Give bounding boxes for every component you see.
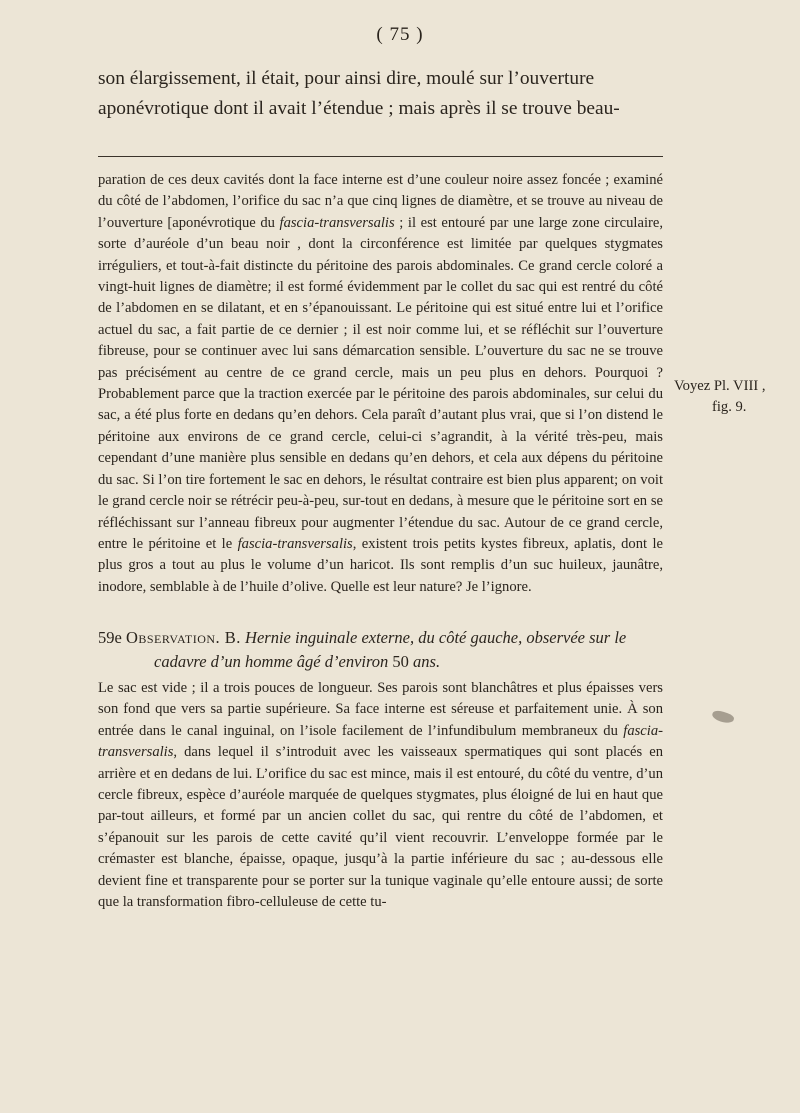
italic-term: fascia-transversalis <box>237 535 353 552</box>
observation-title-continued <box>98 650 668 674</box>
text-run: paration de ces deux cavités dont la face interne est d’une couleur noire assez foncée ; examiné du côté de l’abdomen, l’orifice du sac n’a que cinq lignes de diamètre, et se trouve au niveau de l’ouverture [aponévrotique du <box>98 172 663 231</box>
text-run: , existent trois petits kystes fibreux, aplatis, dont le plus gros a tout au plus le volume d’un haricot. Ils sont remplis d’un suc huileux, jaunâtre, inodore, semblable à de l’huile d’olive. Quelle est leur nature? Je l’ignore. <box>98 535 663 595</box>
plate-reference: Voyez Pl. VIII , <box>674 378 766 394</box>
footnote-block <box>98 170 663 598</box>
page-number: ( 75 ) <box>376 24 424 45</box>
text-run: ans. <box>413 652 441 671</box>
figure-reference: fig. 9. <box>712 399 747 416</box>
text-line: son élargissement, il était, pour ainsi dire, moulé sur l’ouverture <box>98 68 595 89</box>
observation-title: Hernie inguinale externe, du côté gauche, observée sur le <box>245 628 627 647</box>
text-run: Le sac est vide ; il a trois pouces de longueur. Ses parois sont blanchâtres et plus épaisses vers son fond que vers sa partie supérieure. Sa face interne est séreuse et parfaitement unie. À son entrée dans le canal inguinal, on l’isole facilement de l’infundibulum membraneux du <box>98 680 663 739</box>
body-paragraph <box>98 678 663 913</box>
text-line: aponévrotique dont il avait l’étendue ; mais après il se trouve beau- <box>98 98 620 119</box>
section-divider <box>98 156 663 157</box>
footnote-paragraph <box>98 170 663 598</box>
observation-body <box>98 678 663 913</box>
text-run: , dans lequel il s’introduit avec les vaisseaux spermatiques qui sont placés en arrière et en dedans de lui. L’orifice du sac est mince, mais il est entouré, du côté du ventre, d’un cercle fibreux, espèce d’auréole marquée de quelques stygmates, plus éloigné de lui en haut que par-tout ailleurs, et formé par un ancien collet du sac, qui rentre du côté de l’abdomen, et s’épanouit sur les parois de cette cavité qu’il vient recouvrir. L’enveloppe formée par le crémaster est blanche, épaisse, opaque, jusqu’à la partie inférieure du sac ; au-dessous elle devient fine et transparente pour se porter sur la tunique vaginale qu’elle entoure aussi; de sorte que la transformation fibro-celluleuse de cette tu- <box>98 744 663 911</box>
ink-smudge <box>711 709 735 725</box>
marginal-note <box>674 376 794 419</box>
observation-heading <box>98 626 668 674</box>
continued-text <box>98 64 662 124</box>
observation-label: Observation. B. <box>125 628 241 647</box>
age-value: 50 <box>392 652 409 671</box>
italic-term: fascia-transversalis <box>98 722 663 761</box>
observation-number: 59e <box>98 628 122 647</box>
text-run: cadavre d’un homme âgé d’environ <box>154 652 389 671</box>
italic-term: fascia-transversalis <box>279 214 395 231</box>
text-run: ; il est entouré par une large zone circulaire, sorte d’auréole d’un beau noir , dont la circonférence est limitée par quelques stygmates irréguliers, et tout-à-fait distincte du péritoine des parois abdominales. Ce grand cercle coloré a vingt-huit lignes de diamètre; il est formé évidemment par le collet du sac qui est rentré du côté de l’abdomen en se dilatant, et en s’épanouissant. Le péritoine qui est situé entre lui et l’orifice actuel du sac, a fait partie de ce dernier ; il est noir comme lui, et se réfléchit sur l’ouverture fibreuse, pour se continuer avec lui sans démarcation sensible. L’ouverture du sac ne se trouve pas précisément au centre de ce grand cercle, mais un peu plus en dehors. Pourquoi ? Probablement parce que la traction exercée par le péritoine des parois abdominales, sur celui du sac, a été plus forte en dedans qu’en dehors. Cela paraît d’autant plus vrai, que si l’on distend le péritoine aux environs de ce grand cercle, celui-ci s’agrandit, à la vérité très-peu, mais cependant d’une manière plus sensible en dedans qu’en dehors, et cela aux dépens du péritoine du sac. Si l’on tire fortement le sac en dehors, le résultat contraire est bien plus apparent; on voit le grand cercle noir se rétrécir peu-à-peu, sur-tout en dedans, à mesure que le péritoine sort en se réfléchissant sur l’anneau fibreux pour augmenter l’étendue du sac. Autour de ce grand cercle, entre le péritoine et le <box>98 214 663 552</box>
